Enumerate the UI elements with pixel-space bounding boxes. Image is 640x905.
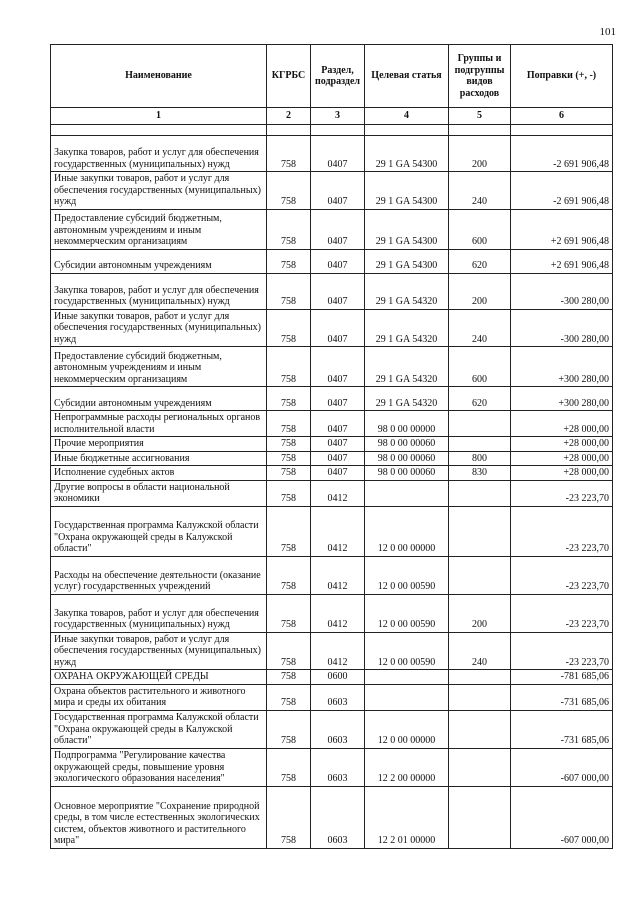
table-row [51,451,613,466]
row-section: 0603 [311,710,365,748]
row-name: Закупка товаров, работ и услуг для обеспечения государственных (муниципальных) нужд [51,273,267,309]
row-kgrbs: 758 [267,506,311,556]
row-kgrbs: 758 [267,136,311,172]
row-name: Другие вопросы в области национальной экономики [51,480,267,506]
row-section: 0407 [311,411,365,437]
table-row [51,748,613,786]
row-kgrbs: 758 [267,748,311,786]
table-row [51,684,613,710]
row-name: Иные закупки товаров, работ и услуг для обеспечения государственных (муниципальных) нужд [51,632,267,670]
row-group: 240 [449,172,511,210]
row-kgrbs: 758 [267,172,311,210]
row-name: Государственная программа Калужской области "Охрана окружающей среды в Калужской области" [51,506,267,556]
table-row [51,506,613,556]
table-row [51,710,613,748]
table-row [51,209,613,249]
row-amount: -23 223,70 [511,480,613,506]
row-kgrbs: 758 [267,684,311,710]
row-amount: +28 000,00 [511,437,613,452]
row-amount: -300 280,00 [511,273,613,309]
column-number-row [51,108,613,125]
row-amount: +2 691 906,48 [511,249,613,273]
row-amount: -23 223,70 [511,594,613,632]
row-amount: -781 685,06 [511,670,613,685]
row-group [449,710,511,748]
row-group: 240 [449,309,511,347]
row-group: 200 [449,136,511,172]
row-group: 600 [449,209,511,249]
row-kgrbs: 758 [267,594,311,632]
row-name: Государственная программа Калужской области "Охрана окружающей среды в Калужской области" [51,710,267,748]
row-section: 0600 [311,670,365,685]
row-kgrbs: 758 [267,249,311,273]
row-kgrbs: 758 [267,632,311,670]
table-row [51,670,613,685]
row-section: 0412 [311,632,365,670]
row-amount: +28 000,00 [511,411,613,437]
page-number: 101 [599,26,616,38]
row-target: 12 0 00 00000 [365,710,449,748]
row-kgrbs: 758 [267,411,311,437]
header-name: Наименование [51,45,267,108]
row-kgrbs: 758 [267,347,311,387]
row-group: 620 [449,387,511,411]
row-amount: -2 691 906,48 [511,136,613,172]
row-group [449,437,511,452]
row-amount: -607 000,00 [511,786,613,848]
row-target: 29 1 GA 54300 [365,172,449,210]
row-section: 0603 [311,786,365,848]
table-row [51,172,613,210]
row-target: 98 0 00 00060 [365,451,449,466]
row-group [449,786,511,848]
row-name: Иные закупки товаров, работ и услуг для обеспечения государственных (муниципальных) нужд [51,172,267,210]
row-section: 0407 [311,172,365,210]
row-kgrbs: 758 [267,670,311,685]
row-section: 0603 [311,748,365,786]
row-amount: +300 280,00 [511,347,613,387]
row-target: 29 1 GA 54320 [365,347,449,387]
row-amount: -731 685,06 [511,710,613,748]
row-target: 12 2 00 00000 [365,748,449,786]
row-section: 0412 [311,594,365,632]
row-name: Предоставление субсидий бюджетным, автономным учреждениям и иным некоммерческим организациям [51,209,267,249]
row-target: 29 1 GA 54320 [365,387,449,411]
row-name: ОХРАНА ОКРУЖАЮЩЕЙ СРЕДЫ [51,670,267,685]
header-section: Раздел, подраздел [311,45,365,108]
row-target: 12 0 00 00590 [365,556,449,594]
table-row [51,136,613,172]
row-amount: +300 280,00 [511,387,613,411]
header-target: Целевая статья [365,45,449,108]
table-row [51,249,613,273]
row-group [449,411,511,437]
row-kgrbs: 758 [267,556,311,594]
table-row [51,411,613,437]
row-target [365,480,449,506]
table-row [51,347,613,387]
row-section: 0407 [311,347,365,387]
spacer-cell [449,125,511,136]
row-amount: -607 000,00 [511,748,613,786]
row-amount: -23 223,70 [511,632,613,670]
row-section: 0407 [311,451,365,466]
row-section: 0603 [311,684,365,710]
table-row [51,594,613,632]
row-name: Расходы на обеспечение деятельности (оказание услуг) государственных учреждений [51,556,267,594]
header-amendment: Поправки (+, -) [511,45,613,108]
row-group [449,748,511,786]
row-amount: -23 223,70 [511,506,613,556]
row-kgrbs: 758 [267,710,311,748]
row-amount: -23 223,70 [511,556,613,594]
row-amount: +2 691 906,48 [511,209,613,249]
row-group: 200 [449,273,511,309]
row-target [365,684,449,710]
table-row [51,309,613,347]
row-section: 0407 [311,273,365,309]
row-name: Закупка товаров, работ и услуг для обеспечения государственных (муниципальных) нужд [51,136,267,172]
row-name: Подпрограмма "Регулирование качества окружающей среды, повышение уровня экологического образования населения" [51,748,267,786]
row-target: 98 0 00 00060 [365,466,449,481]
column-number: 2 [267,108,311,125]
row-group [449,506,511,556]
column-number: 3 [311,108,365,125]
table-row [51,437,613,452]
row-group: 600 [449,347,511,387]
row-kgrbs: 758 [267,309,311,347]
row-target [365,670,449,685]
row-target: 12 0 00 00590 [365,632,449,670]
spacer-cell [365,125,449,136]
row-section: 0412 [311,556,365,594]
row-amount: +28 000,00 [511,451,613,466]
row-group: 200 [449,594,511,632]
table-row [51,387,613,411]
row-target: 29 1 GA 54300 [365,249,449,273]
row-group: 830 [449,466,511,481]
row-name: Предоставление субсидий бюджетным, автономным учреждениям и иным некоммерческим организациям [51,347,267,387]
row-amount: -300 280,00 [511,309,613,347]
row-kgrbs: 758 [267,437,311,452]
row-target: 29 1 GA 54320 [365,273,449,309]
row-target: 12 2 01 00000 [365,786,449,848]
row-group [449,480,511,506]
spacer-cell [511,125,613,136]
row-target: 29 1 GA 54320 [365,309,449,347]
row-name: Субсидии автономным учреждениям [51,249,267,273]
table-row [51,466,613,481]
row-section: 0407 [311,136,365,172]
row-name: Охрана объектов растительного и животного мира и среды их обитания [51,684,267,710]
header-kgrbs: КГРБС [267,45,311,108]
row-section: 0412 [311,506,365,556]
table-row [51,786,613,848]
column-number: 4 [365,108,449,125]
column-number: 1 [51,108,267,125]
row-section: 0407 [311,387,365,411]
row-name: Иные закупки товаров, работ и услуг для обеспечения государственных (муниципальных) нужд [51,309,267,347]
row-group: 240 [449,632,511,670]
row-group [449,556,511,594]
budget-amendments-table [50,44,613,849]
header-group: Группы и подгруппы видов расходов [449,45,511,108]
row-name: Иные бюджетные ассигнования [51,451,267,466]
spacer-cell [51,125,267,136]
row-kgrbs: 758 [267,387,311,411]
table-row [51,556,613,594]
row-name: Субсидии автономным учреждениям [51,387,267,411]
table-header-row [51,45,613,108]
row-name: Исполнение судебных актов [51,466,267,481]
row-kgrbs: 758 [267,466,311,481]
row-section: 0407 [311,309,365,347]
row-amount: -2 691 906,48 [511,172,613,210]
row-name: Основное мероприятие "Сохранение природной среды, в том числе естественных экологических систем, объектов животного и растительного мира" [51,786,267,848]
row-target: 12 0 00 00590 [365,594,449,632]
row-section: 0407 [311,437,365,452]
row-section: 0407 [311,209,365,249]
row-name: Закупка товаров, работ и услуг для обеспечения государственных (муниципальных) нужд [51,594,267,632]
row-amount: -731 685,06 [511,684,613,710]
spacer-row [51,125,613,136]
row-kgrbs: 758 [267,451,311,466]
row-target: 29 1 GA 54300 [365,136,449,172]
row-kgrbs: 758 [267,273,311,309]
spacer-cell [267,125,311,136]
row-name: Прочие мероприятия [51,437,267,452]
row-section: 0412 [311,480,365,506]
column-number: 6 [511,108,613,125]
row-name: Непрограммные расходы региональных органов исполнительной власти [51,411,267,437]
row-target: 98 0 00 00000 [365,411,449,437]
row-group: 800 [449,451,511,466]
table-row [51,632,613,670]
row-group [449,670,511,685]
row-group [449,684,511,710]
column-number: 5 [449,108,511,125]
row-target: 12 0 00 00000 [365,506,449,556]
row-target: 29 1 GA 54300 [365,209,449,249]
table-row [51,273,613,309]
row-group: 620 [449,249,511,273]
row-kgrbs: 758 [267,480,311,506]
row-kgrbs: 758 [267,786,311,848]
table-row [51,480,613,506]
row-kgrbs: 758 [267,209,311,249]
row-section: 0407 [311,249,365,273]
row-amount: +28 000,00 [511,466,613,481]
row-target: 98 0 00 00060 [365,437,449,452]
row-section: 0407 [311,466,365,481]
spacer-cell [311,125,365,136]
